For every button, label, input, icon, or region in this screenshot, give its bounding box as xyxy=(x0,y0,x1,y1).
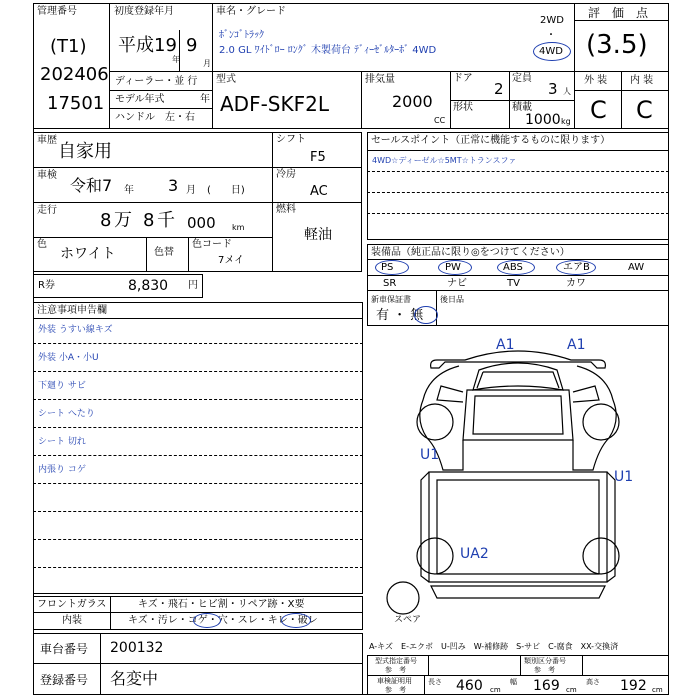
shift-rule-2 xyxy=(272,202,362,203)
note-3: 下廻り サビ xyxy=(38,381,86,391)
sales-label: セールスポイント（正常に機能するものに限ります） xyxy=(371,135,611,146)
spec-rule xyxy=(367,675,669,676)
warranty-label: 新車保証書 xyxy=(371,295,411,304)
first-reg-month-kanji: 月 xyxy=(203,59,211,68)
mark-u1-right: U1 xyxy=(614,469,634,485)
car-grade: 2.0 GL ﾜｲﾄﾞﾛｰ ﾛﾝｸﾞ 木製荷台 ﾃﾞｨｰｾﾞﾙﾀｰﾎﾞ 4WD xyxy=(219,45,437,56)
chassis-value: 200132 xyxy=(110,640,164,656)
mileage-1: 8 xyxy=(100,210,112,231)
notes-dash-2 xyxy=(33,371,363,372)
spec-div-2 xyxy=(520,655,521,675)
front-glass-label: フロントガラス xyxy=(37,599,107,610)
shape-label: 形状 xyxy=(453,102,473,113)
spec-div-4 xyxy=(424,675,425,695)
door-label: ドア xyxy=(453,73,473,84)
load-unit: kg xyxy=(561,117,571,126)
ac-label: 冷房 xyxy=(276,169,296,180)
reg-value: 名変中 xyxy=(110,669,159,688)
dealer-rule-1 xyxy=(109,90,213,91)
interior-items: キズ・汚レ・コゲ・穴・スレ・キレ・破レ xyxy=(128,615,318,626)
dealer-rule-2 xyxy=(109,108,213,109)
equip-r2-3: カワ xyxy=(566,278,586,289)
sales-dash-3 xyxy=(367,213,669,214)
drive-2wd: 2WD xyxy=(540,15,564,26)
width-value: 169 xyxy=(533,678,560,694)
model-year-label: モデル年式 xyxy=(115,94,165,105)
notes-box xyxy=(33,302,363,594)
category-ref: 参 考 xyxy=(534,666,555,674)
height-value: 192 xyxy=(620,678,647,694)
chassis-label: 車台番号 xyxy=(40,642,89,656)
length-value: 460 xyxy=(456,678,483,694)
ext-value: C xyxy=(590,96,607,124)
length-label: 長さ xyxy=(428,678,442,686)
height-unit: cm xyxy=(652,686,663,694)
mgmt-t: (T1) xyxy=(50,36,87,57)
height-label: 高さ xyxy=(586,678,600,686)
notes-dash-7 xyxy=(33,511,363,512)
mark-u1-left: U1 xyxy=(420,447,440,463)
mileage-man: 万 xyxy=(114,210,132,231)
door-value: 2 xyxy=(494,80,504,98)
ext-int-divider xyxy=(621,71,622,129)
score-value: (3.5) xyxy=(586,30,648,60)
note-5: シート 切れ xyxy=(38,437,86,447)
disp-label: 排気量 xyxy=(365,74,395,85)
mgmt-no: 17501 xyxy=(47,93,105,114)
inspect-label: 車検 xyxy=(37,170,57,181)
sales-rule-top xyxy=(367,150,669,151)
handle-label: ハンドル 左・右 xyxy=(115,112,195,123)
first-reg-year-kanji: 年 xyxy=(172,55,180,64)
equip-label: 装備品（純正品に限り◎をつけてください） xyxy=(371,247,570,258)
warranty-divider xyxy=(436,290,437,326)
score-rule xyxy=(574,20,669,21)
width-unit: cm xyxy=(566,686,577,694)
drive-4wd-circle xyxy=(533,42,571,61)
sales-dash-1 xyxy=(367,171,669,172)
width-label: 幅 xyxy=(510,678,517,686)
fuel-label: 燃料 xyxy=(276,204,296,215)
interior-koge-circle xyxy=(193,613,221,628)
shift-rule-1 xyxy=(272,167,362,168)
inspect-day: ( 日) xyxy=(207,185,245,196)
cap-value: 3 xyxy=(548,80,558,98)
notes-dash-3 xyxy=(33,399,363,400)
equip-r1-1: PW xyxy=(445,262,461,273)
cert-ref: 参 考 xyxy=(385,686,406,694)
notes-label: 注意事項申告欄 xyxy=(37,305,107,316)
color-code-label: 色コード xyxy=(192,239,232,250)
legend: A-キズ E-エクボ U-凹み W-補修跡 S-サビ C-腐食 XX-交換済 xyxy=(369,642,619,651)
disp-unit: CC xyxy=(434,116,446,125)
usage-label: 車歴 xyxy=(37,135,57,146)
int-label: 内 装 xyxy=(630,75,654,86)
equip-r1-4: AW xyxy=(628,262,645,273)
first-reg-month: 9 xyxy=(186,35,198,56)
cap-unit: 人 xyxy=(563,87,571,96)
ext-int-rule xyxy=(574,90,669,91)
car-name: ﾎﾞﾝｺﾞﾄﾗｯｸ xyxy=(219,30,264,41)
r-value: 8,830 xyxy=(128,278,169,294)
disp-value: 2000 xyxy=(392,92,433,111)
inspect-year-kanji: 年 xyxy=(124,185,134,196)
mileage-2: 8 xyxy=(143,210,155,231)
equip-airbag-circle xyxy=(556,260,596,275)
color-div-2 xyxy=(188,237,189,272)
type-designation-label: 型式指定番号 xyxy=(375,657,417,665)
equip-r2-1: ナビ xyxy=(447,278,467,289)
warranty-value: 有 ・ 無 xyxy=(376,308,424,323)
sales-line-1: 4WD☆ディーゼル☆5MT☆トランスファ xyxy=(372,156,517,165)
notes-dash-5 xyxy=(33,455,363,456)
mileage-sen: 千 xyxy=(157,210,175,231)
note-2: 外装 小A・小U xyxy=(38,353,99,363)
model-value: ADF-SKF2L xyxy=(220,92,329,116)
front-glass-items: キズ・飛石・ヒビ割・リペア跡・X要 xyxy=(138,599,305,610)
r-box xyxy=(33,274,203,298)
fuel-value: 軽油 xyxy=(304,227,332,243)
sales-box xyxy=(367,132,669,240)
cap-label: 定員 xyxy=(512,73,532,84)
name-label: 車名・グレード xyxy=(216,6,286,17)
load-label: 積載 xyxy=(512,102,532,113)
note-6: 内張り コゲ xyxy=(38,465,86,475)
usage-value: 自家用 xyxy=(58,141,112,162)
interior-kire-circle xyxy=(281,613,311,628)
drive-dot: ・ xyxy=(546,30,556,41)
equip-abs-circle xyxy=(497,260,535,275)
mgmt-label: 管理番号 xyxy=(37,6,77,17)
reg-label: 登録番号 xyxy=(40,673,89,687)
first-reg-label: 初度登録年月 xyxy=(114,6,174,17)
mgmt-date: 202406 xyxy=(40,64,109,85)
notes-rule-top xyxy=(33,318,363,319)
interior-label: 内装 xyxy=(62,615,82,626)
inspect-era: 令和7 xyxy=(70,176,113,195)
r-label: R券 xyxy=(38,280,55,291)
type-designation-ref: 参 考 xyxy=(385,666,406,674)
drive-4wd: 4WD xyxy=(539,46,563,57)
later-label: 後日品 xyxy=(440,295,464,304)
first-reg-era: 平成19 xyxy=(118,35,177,56)
notes-dash-9 xyxy=(33,567,363,568)
notes-dash-4 xyxy=(33,427,363,428)
warranty-circle xyxy=(414,306,438,324)
equip-r1-0: PS xyxy=(381,262,394,273)
length-unit: cm xyxy=(490,686,501,694)
score-label: 評 価 点 xyxy=(588,6,649,20)
equip-r1-3: エアB xyxy=(563,262,590,273)
mark-a1-left: A1 xyxy=(496,337,515,353)
model-label: 型式 xyxy=(216,74,236,85)
mileage-3: 000 xyxy=(187,214,216,232)
mileage-label: 走行 xyxy=(37,205,57,216)
mark-a1-right: A1 xyxy=(567,337,586,353)
sales-dash-2 xyxy=(367,192,669,193)
category-label: 類別区分番号 xyxy=(524,657,566,665)
notes-dash-1 xyxy=(33,343,363,344)
equip-r2-2: TV xyxy=(507,278,520,289)
int-value: C xyxy=(636,96,653,124)
notes-dash-8 xyxy=(33,539,363,540)
glass-divider xyxy=(110,596,111,630)
load-value: 1000 xyxy=(525,112,561,128)
equip-r2-0: SR xyxy=(383,278,397,289)
equip-ps-circle xyxy=(375,260,409,275)
mileage-unit: km xyxy=(232,223,245,232)
note-1: 外装 うすい線キズ xyxy=(38,325,113,335)
color-code-value: 7メイ xyxy=(218,255,245,266)
color-div-1 xyxy=(146,237,147,272)
color-label: 色 xyxy=(37,239,47,250)
glass-rule xyxy=(33,612,363,613)
r-unit: 円 xyxy=(188,280,198,291)
shift-value: F5 xyxy=(310,150,326,165)
reg-divider xyxy=(179,30,180,72)
model-year-suffix: 年 xyxy=(200,94,210,105)
ac-value: AC xyxy=(310,184,328,199)
ext-label: 外 装 xyxy=(584,75,608,86)
color-change-label: 色替 xyxy=(154,247,174,258)
color-value: ホワイト xyxy=(60,246,116,262)
spec-div-3 xyxy=(582,655,583,675)
equip-pw-circle xyxy=(438,260,472,275)
dealer-label: ディーラー・並 行 xyxy=(115,76,198,87)
note-4: シート へたり xyxy=(38,409,95,419)
notes-dash-6 xyxy=(33,483,363,484)
mark-ua2: UA2 xyxy=(460,546,489,562)
shift-label: シフト xyxy=(276,134,306,145)
spare-label: スペア xyxy=(394,615,422,625)
equip-rule-2 xyxy=(367,275,669,276)
inspect-month: 3 xyxy=(168,176,179,195)
spec-div-1 xyxy=(428,655,429,675)
cert-label: 車検証明用 xyxy=(377,677,412,685)
inspect-month-kanji: 月 xyxy=(186,185,196,196)
equip-r1-2: ABS xyxy=(503,262,523,273)
